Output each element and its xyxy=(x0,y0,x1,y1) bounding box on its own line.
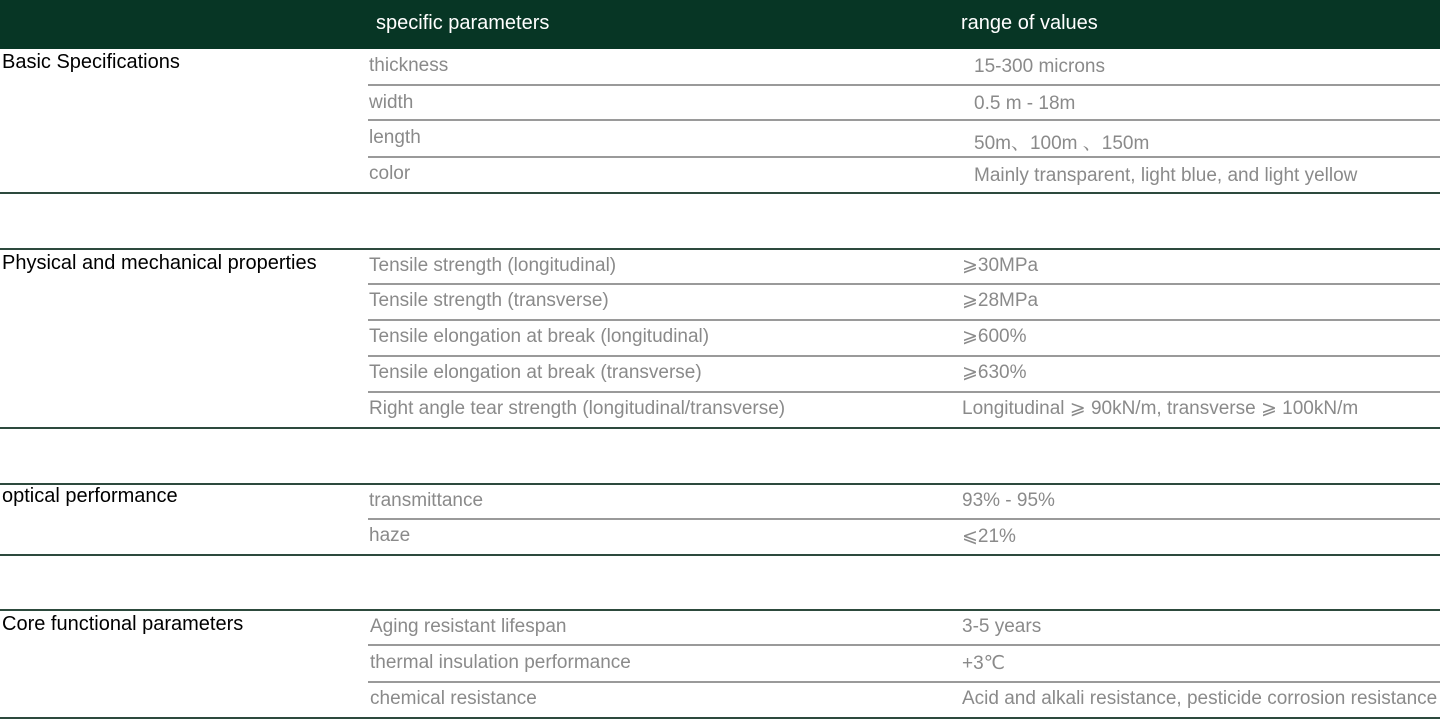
value-cell: ⩾30MPa xyxy=(962,255,1039,276)
table-row xyxy=(368,86,1440,123)
value-cell: +3℃ xyxy=(962,653,1006,674)
section-bottom-border xyxy=(0,717,1440,719)
section-physical-mechanical xyxy=(0,248,1440,430)
value-cell: ⩾600% xyxy=(962,326,1027,347)
value-cell: 3-5 years xyxy=(962,616,1042,637)
value-cell: Mainly transparent, light blue, and light yellow xyxy=(974,165,1358,186)
param-cell: width xyxy=(369,92,414,113)
value-cell: 93% - 95% xyxy=(962,490,1055,511)
section-basic-specifications xyxy=(0,49,1440,195)
table-row xyxy=(368,485,1440,520)
section-category-label: Basic Specifications xyxy=(2,51,180,73)
value-cell: Longitudinal ⩾ 90kN/m, transverse ⩾ 100kN/m xyxy=(962,398,1359,419)
param-cell: Right angle tear strength (longitudinal/transverse) xyxy=(369,398,786,419)
table-row xyxy=(368,285,1440,321)
table-row xyxy=(368,49,1440,86)
param-cell: Tensile strength (transverse) xyxy=(369,290,609,311)
section-category-label: optical performance xyxy=(2,485,178,507)
param-cell: chemical resistance xyxy=(370,688,537,709)
table-row xyxy=(368,357,1440,393)
value-cell: ⩽21% xyxy=(962,526,1016,547)
table-row xyxy=(368,250,1440,286)
section-category-label: Core functional parameters xyxy=(2,613,244,635)
section-core-functional xyxy=(0,609,1440,720)
table-row xyxy=(368,647,1440,683)
param-cell: Aging resistant lifespan xyxy=(370,616,567,637)
value-cell: 0.5 m - 18m xyxy=(974,93,1076,114)
section-category-label: Physical and mechanical properties xyxy=(2,252,317,274)
param-cell: Tensile strength (longitudinal) xyxy=(369,255,617,276)
value-cell: 15-300 microns xyxy=(974,56,1105,77)
table-row xyxy=(368,121,1440,158)
value-cell: ⩾28MPa xyxy=(962,290,1039,311)
table-row xyxy=(368,321,1440,357)
value-cell: Acid and alkali resistance, pesticide corrosion resistance xyxy=(962,688,1438,709)
table-row xyxy=(368,611,1440,647)
value-cell: 50m、100m 、150m xyxy=(974,133,1150,154)
value-cell: ⩾630% xyxy=(962,362,1027,383)
param-cell: thermal insulation performance xyxy=(370,652,631,673)
param-cell: haze xyxy=(369,525,411,546)
param-cell: color xyxy=(369,163,411,184)
section-bottom-border xyxy=(0,192,1440,194)
column-header-parameters: specific parameters xyxy=(376,12,550,34)
param-cell: transmittance xyxy=(369,490,484,511)
table-row xyxy=(368,683,1440,719)
section-bottom-border xyxy=(0,554,1440,556)
section-optical-performance xyxy=(0,483,1440,557)
table-row xyxy=(368,393,1440,429)
param-cell: Tensile elongation at break (transverse) xyxy=(369,362,702,383)
table-row xyxy=(368,158,1440,195)
table-header xyxy=(0,0,1440,49)
param-cell: Tensile elongation at break (longitudinal) xyxy=(369,326,710,347)
table-row xyxy=(368,520,1440,555)
param-cell: thickness xyxy=(369,55,449,76)
section-bottom-border xyxy=(0,427,1440,429)
param-cell: length xyxy=(369,127,421,148)
row-divider xyxy=(368,644,1440,646)
column-header-values: range of values xyxy=(961,12,1098,34)
